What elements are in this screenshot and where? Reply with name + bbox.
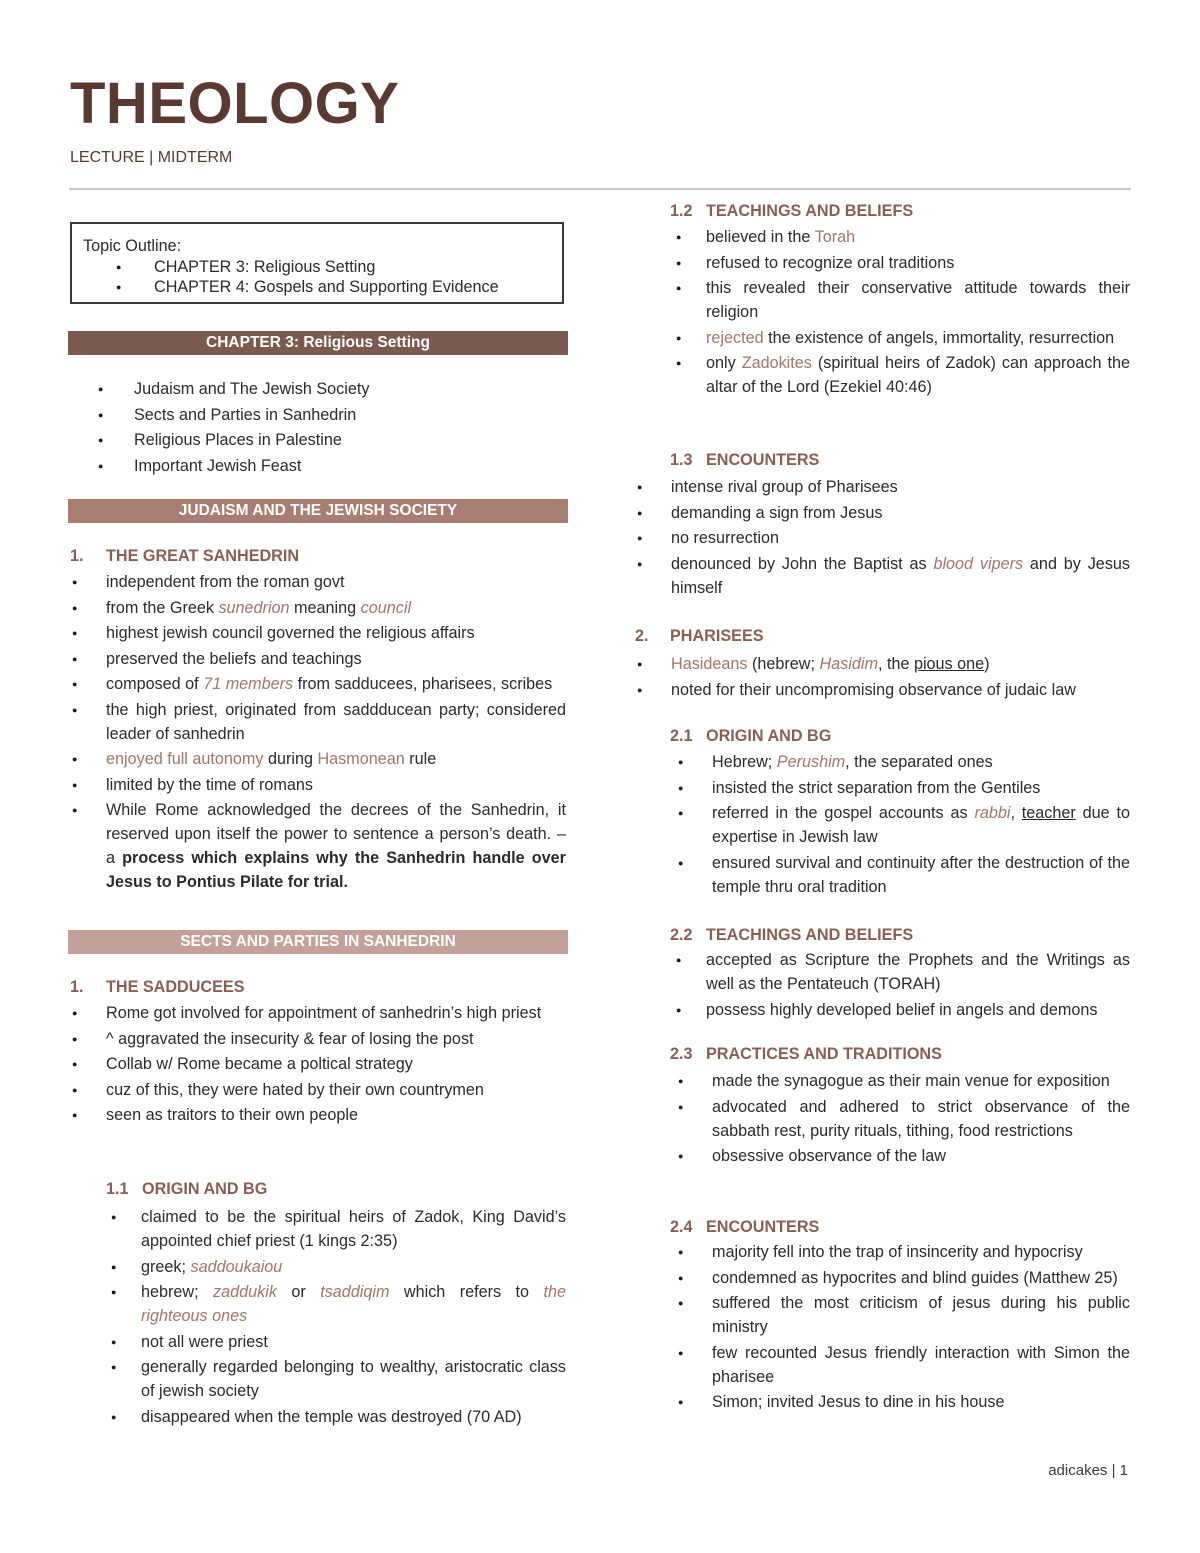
sanhedrin-heading: THE GREAT SANHEDRIN: [106, 547, 300, 565]
ph-encounters-list: [670, 1240, 1130, 1416]
list-item: ● insisted the strict separation from the Gentiles: [670, 776, 1130, 800]
list-item: ● greek; saddoukaiou: [105, 1255, 566, 1279]
sadducees-list: [68, 1001, 566, 1129]
list-item: ● referred in the gospel accounts as rabbi, teacher due to expertise in Jewish law: [670, 801, 1130, 849]
list-item: ● the high priest, originated from saddducean party; considered leader of sanhedrin: [68, 698, 566, 746]
ph-origin-heading: ORIGIN AND BG: [706, 727, 832, 745]
list-item: ● refused to recognize oral traditions: [670, 251, 1130, 275]
section-number: 2.: [635, 627, 649, 645]
list-item: ● hebrew; zaddukik or tsaddiqim which refers to the righteous ones: [105, 1280, 566, 1328]
ph-practices-list: [670, 1069, 1130, 1170]
subsection-number: 1.3: [670, 451, 693, 469]
ph-teachings-list: [670, 948, 1130, 1023]
list-item: ● ensured survival and continuity after the destruction of the temple thru oral tradition: [670, 851, 1130, 899]
sad-origin-heading: ORIGIN AND BG: [142, 1180, 268, 1198]
sad-origin-list: [105, 1205, 566, 1430]
ph-teachings-heading: TEACHINGS AND BELIEFS: [706, 926, 914, 944]
list-item: ● preserved the beliefs and teachings: [68, 647, 566, 671]
list-item: ● few recounted Jesus friendly interaction with Simon the pharisee: [670, 1341, 1130, 1389]
page-footer: adicakes | 1: [1048, 1462, 1128, 1479]
subsection-number: 1.2: [670, 202, 693, 220]
list-item: ● Important Jewish Feast: [68, 454, 568, 478]
list-item: ● accepted as Scripture the Prophets and the Writings as well as the Pentateuch (TORAH): [670, 948, 1130, 996]
list-item: ● limited by the time of romans: [68, 773, 566, 797]
list-item: ● condemned as hypocrites and blind guides (Matthew 25): [670, 1266, 1130, 1290]
subsection-number: 1.1: [106, 1180, 129, 1198]
list-item: ● suffered the most criticism of jesus during his public ministry: [670, 1291, 1130, 1339]
list-item: ● independent from the roman govt: [68, 570, 566, 594]
list-item: ● seen as traitors to their own people: [68, 1103, 566, 1127]
subsection-number: 2.3: [670, 1045, 693, 1063]
section-number: 1.: [70, 978, 84, 996]
list-item: ● rejected the existence of angels, immortality, resurrection: [670, 326, 1130, 350]
list-item: ● composed of 71 members from sadducees, pharisees, scribes: [68, 672, 566, 696]
topic-outline-box: [70, 222, 564, 304]
list-item: ● intense rival group of Pharisees: [633, 475, 1130, 499]
sad-teachings-list: [670, 225, 1130, 401]
sad-teachings-heading: TEACHINGS AND BELIEFS: [706, 202, 914, 220]
list-item: ● not all were priest: [105, 1330, 566, 1354]
sects-banner: SECTS AND PARTIES IN SANHEDRIN: [68, 930, 568, 954]
pharisees-heading: PHARISEES: [670, 627, 764, 645]
list-item: ● enjoyed full autonomy during Hasmonean rule: [68, 747, 566, 771]
page-subtitle: LECTURE | MIDTERM: [70, 149, 233, 166]
list-item: ● Hasideans (hebrew; Hasidim, the pious one): [633, 652, 1130, 676]
list-item: ● Sects and Parties in Sanhedrin: [68, 403, 568, 427]
sad-encounters-list: [633, 475, 1130, 601]
chapter3-list: [68, 377, 568, 479]
list-item: ● believed in the Torah: [670, 225, 1130, 249]
list-item: ● CHAPTER 4: Gospels and Supporting Evidence: [72, 277, 552, 297]
page-title: THEOLOGY: [70, 71, 400, 136]
judaism-banner: JUDAISM AND THE JEWISH SOCIETY: [68, 499, 568, 523]
list-item: ● Judaism and The Jewish Society: [68, 377, 568, 401]
subsection-number: 2.2: [670, 926, 693, 944]
list-item: ● denounced by John the Baptist as blood vipers and by Jesus himself: [633, 552, 1130, 600]
list-item: ● obsessive observance of the law: [670, 1144, 1130, 1168]
list-item: ● generally regarded belonging to wealthy, aristocratic class of jewish society: [105, 1355, 566, 1403]
section-number: 1.: [70, 547, 84, 565]
list-item: ● from the Greek sunedrion meaning council: [68, 596, 566, 620]
list-item: ● While Rome acknowledged the decrees of the Sanhedrin, it reserved upon itself the power to sentence a person’s death. – a process which explains why the Sanhedrin handle over Jesus to Pontius Pilate for trial.: [68, 798, 566, 894]
chapter3-banner: CHAPTER 3: Religious Setting: [68, 331, 568, 355]
list-item: ● advocated and adhered to strict observance of the sabbath rest, purity rituals, tithing, food restrictions: [670, 1095, 1130, 1143]
list-item: ● cuz of this, they were hated by their own countrymen: [68, 1078, 566, 1102]
list-item: ● Hebrew; Perushim, the separated ones: [670, 750, 1130, 774]
list-item: ● highest jewish council governed the religious affairs: [68, 621, 566, 645]
list-item: ● possess highly developed belief in angels and demons: [670, 998, 1130, 1022]
list-item: ● Collab w/ Rome became a poltical strategy: [68, 1052, 566, 1076]
subsection-number: 2.1: [670, 727, 693, 745]
list-item: ● only Zadokites (spiritual heirs of Zadok) can approach the altar of the Lord (Ezekiel 40:46): [670, 351, 1130, 399]
sadducees-heading: THE SADDUCEES: [106, 978, 245, 996]
list-item: ● Religious Places in Palestine: [68, 428, 568, 452]
header-divider: [69, 188, 1131, 190]
ph-encounters-heading: ENCOUNTERS: [706, 1218, 820, 1236]
pharisees-list: [633, 652, 1130, 703]
list-item: ● noted for their uncompromising observance of judaic law: [633, 678, 1130, 702]
subsection-number: 2.4: [670, 1218, 693, 1236]
list-item: ● CHAPTER 3: Religious Setting: [72, 257, 552, 277]
list-item: ● claimed to be the spiritual heirs of Zadok, King David’s appointed chief priest (1 kings 2:35): [105, 1205, 566, 1253]
list-item: ● majority fell into the trap of insincerity and hypocrisy: [670, 1240, 1130, 1264]
sanhedrin-list: [68, 570, 566, 896]
topic-outline-list: [72, 257, 552, 297]
ph-origin-list: [670, 750, 1130, 900]
sad-encounters-heading: ENCOUNTERS: [706, 451, 820, 469]
list-item: ● Rome got involved for appointment of sanhedrin’s high priest: [68, 1001, 566, 1025]
list-item: ● demanding a sign from Jesus: [633, 501, 1130, 525]
list-item: ● made the synagogue as their main venue for exposition: [670, 1069, 1130, 1093]
topic-outline-label: Topic Outline:: [83, 237, 182, 255]
list-item: ● Simon; invited Jesus to dine in his house: [670, 1390, 1130, 1414]
list-item: ● this revealed their conservative attitude towards their religion: [670, 276, 1130, 324]
list-item: ● ^ aggravated the insecurity & fear of losing the post: [68, 1027, 566, 1051]
list-item: ● no resurrection: [633, 526, 1130, 550]
ph-practices-heading: PRACTICES AND TRADITIONS: [706, 1045, 942, 1063]
list-item: ● disappeared when the temple was destroyed (70 AD): [105, 1405, 566, 1429]
